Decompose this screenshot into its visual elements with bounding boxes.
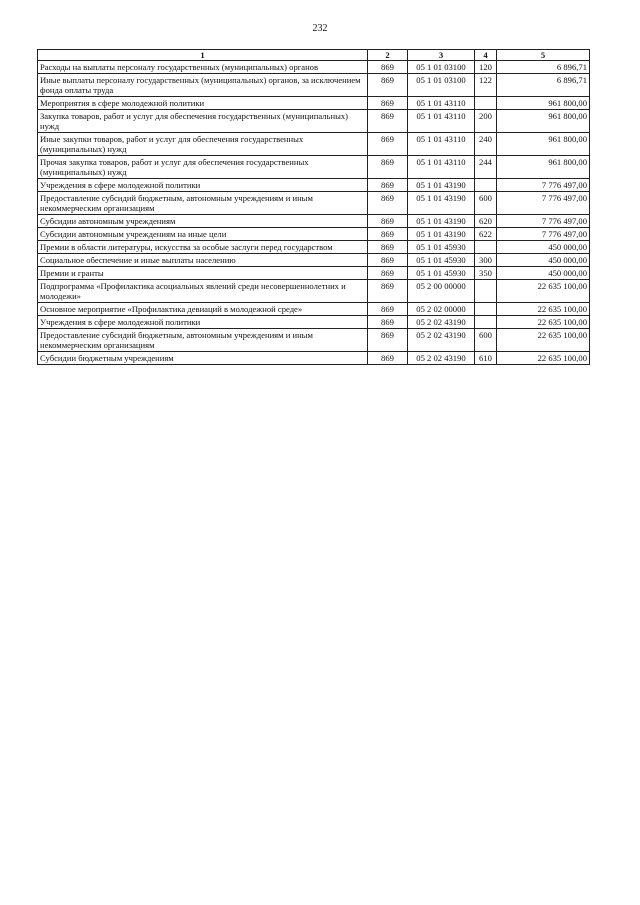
table-row <box>38 110 590 133</box>
row-target-article-cell: 05 2 02 43190 <box>408 352 475 365</box>
row-department-cell: 869 <box>368 241 408 254</box>
row-expense-type-cell: 610 <box>475 352 497 365</box>
row-department-cell: 869 <box>368 215 408 228</box>
row-department-cell: 869 <box>368 74 408 97</box>
row-amount-cell: 450 000,00 <box>497 241 590 254</box>
row-target-article-cell: 05 1 01 03100 <box>408 61 475 74</box>
row-amount-cell: 7 776 497,00 <box>497 192 590 215</box>
row-name-cell: Основное мероприятие «Профилактика девиаций в молодежной среде» <box>38 303 368 316</box>
row-target-article-cell: 05 1 01 43190 <box>408 228 475 241</box>
row-target-article-cell: 05 1 01 43110 <box>408 97 475 110</box>
row-target-article-cell: 05 2 00 00000 <box>408 280 475 303</box>
budget-table <box>37 49 590 365</box>
row-expense-type-cell: 622 <box>475 228 497 241</box>
row-department-cell: 869 <box>368 110 408 133</box>
row-target-article-cell: 05 1 01 43110 <box>408 133 475 156</box>
row-expense-type-cell: 244 <box>475 156 497 179</box>
table-row <box>38 352 590 365</box>
table-row <box>38 303 590 316</box>
table-row <box>38 241 590 254</box>
table-row <box>38 74 590 97</box>
row-department-cell: 869 <box>368 352 408 365</box>
row-name-cell: Учреждения в сфере молодежной политики <box>38 316 368 329</box>
table-row <box>38 133 590 156</box>
row-amount-cell: 6 896,71 <box>497 74 590 97</box>
header-row <box>38 50 590 61</box>
row-amount-cell: 22 635 100,00 <box>497 303 590 316</box>
row-department-cell: 869 <box>368 254 408 267</box>
row-expense-type-cell <box>475 179 497 192</box>
page-number: 232 <box>312 23 328 34</box>
row-name-cell: Учреждения в сфере молодежной политики <box>38 179 368 192</box>
row-name-cell: Закупка товаров, работ и услуг для обеспечения государственных (муниципальных) нужд <box>38 110 368 133</box>
row-amount-cell: 961 800,00 <box>497 110 590 133</box>
row-department-cell: 869 <box>368 179 408 192</box>
table-row <box>38 316 590 329</box>
row-expense-type-cell: 350 <box>475 267 497 280</box>
row-name-cell: Прочая закупка товаров, работ и услуг для обеспечения государственных (муниципальных) нужд <box>38 156 368 179</box>
table-row <box>38 329 590 352</box>
row-target-article-cell: 05 2 02 43190 <box>408 316 475 329</box>
row-target-article-cell: 05 1 01 45930 <box>408 241 475 254</box>
row-name-cell: Иные выплаты персоналу государственных (муниципальных) органов, за исключением фонда оплаты труда <box>38 74 368 97</box>
table-row <box>38 97 590 110</box>
row-name-cell: Субсидии бюджетным учреждениям <box>38 352 368 365</box>
row-amount-cell: 961 800,00 <box>497 97 590 110</box>
row-target-article-cell: 05 1 01 03100 <box>408 74 475 97</box>
row-amount-cell: 961 800,00 <box>497 156 590 179</box>
row-name-cell: Предоставление субсидий бюджетным, автономным учреждениям и иным некоммерческим организациям <box>38 192 368 215</box>
row-expense-type-cell <box>475 303 497 316</box>
row-department-cell: 869 <box>368 61 408 74</box>
row-name-cell: Социальное обеспечение и иные выплаты населению <box>38 254 368 267</box>
row-department-cell: 869 <box>368 228 408 241</box>
row-name-cell: Субсидии автономным учреждениям <box>38 215 368 228</box>
row-name-cell: Мероприятия в сфере молодежной политики <box>38 97 368 110</box>
header-col-2: 2 <box>368 50 408 61</box>
row-amount-cell: 22 635 100,00 <box>497 280 590 303</box>
row-department-cell: 869 <box>368 192 408 215</box>
row-amount-cell: 450 000,00 <box>497 267 590 280</box>
row-department-cell: 869 <box>368 303 408 316</box>
row-expense-type-cell: 122 <box>475 74 497 97</box>
row-target-article-cell: 05 1 01 43110 <box>408 110 475 133</box>
row-amount-cell: 22 635 100,00 <box>497 316 590 329</box>
row-expense-type-cell: 620 <box>475 215 497 228</box>
row-department-cell: 869 <box>368 133 408 156</box>
row-name-cell: Премии и гранты <box>38 267 368 280</box>
row-expense-type-cell <box>475 241 497 254</box>
row-amount-cell: 22 635 100,00 <box>497 352 590 365</box>
row-expense-type-cell <box>475 97 497 110</box>
row-target-article-cell: 05 2 02 00000 <box>408 303 475 316</box>
row-department-cell: 869 <box>368 280 408 303</box>
row-expense-type-cell: 120 <box>475 61 497 74</box>
row-department-cell: 869 <box>368 97 408 110</box>
table-row <box>38 192 590 215</box>
row-expense-type-cell: 240 <box>475 133 497 156</box>
row-expense-type-cell: 200 <box>475 110 497 133</box>
table-row <box>38 156 590 179</box>
table-row <box>38 267 590 280</box>
table-row <box>38 61 590 74</box>
row-department-cell: 869 <box>368 316 408 329</box>
row-department-cell: 869 <box>368 329 408 352</box>
header-col-1: 1 <box>38 50 368 61</box>
row-target-article-cell: 05 1 01 43110 <box>408 156 475 179</box>
row-target-article-cell: 05 1 01 43190 <box>408 215 475 228</box>
row-amount-cell: 7 776 497,00 <box>497 228 590 241</box>
row-amount-cell: 6 896,71 <box>497 61 590 74</box>
table-row <box>38 215 590 228</box>
table-row <box>38 228 590 241</box>
row-expense-type-cell: 600 <box>475 329 497 352</box>
row-target-article-cell: 05 1 01 43190 <box>408 192 475 215</box>
table-row <box>38 280 590 303</box>
table-row <box>38 254 590 267</box>
row-department-cell: 869 <box>368 156 408 179</box>
row-name-cell: Расходы на выплаты персоналу государственных (муниципальных) органов <box>38 61 368 74</box>
row-amount-cell: 450 000,00 <box>497 254 590 267</box>
row-name-cell: Премии в области литературы, искусства за особые заслуги перед государством <box>38 241 368 254</box>
header-col-3: 3 <box>408 50 475 61</box>
header-col-4: 4 <box>475 50 497 61</box>
row-expense-type-cell <box>475 316 497 329</box>
row-name-cell: Подпрограмма «Профилактика асоциальных явлений среди несовершеннолетних и молодежи» <box>38 280 368 303</box>
row-name-cell: Предоставление субсидий бюджетным, автономным учреждениям и иным некоммерческим организациям <box>38 329 368 352</box>
table-row <box>38 179 590 192</box>
header-col-5: 5 <box>497 50 590 61</box>
row-expense-type-cell: 300 <box>475 254 497 267</box>
row-name-cell: Субсидии автономным учреждениям на иные цели <box>38 228 368 241</box>
row-department-cell: 869 <box>368 267 408 280</box>
row-amount-cell: 7 776 497,00 <box>497 215 590 228</box>
row-target-article-cell: 05 2 02 43190 <box>408 329 475 352</box>
row-target-article-cell: 05 1 01 45930 <box>408 254 475 267</box>
row-expense-type-cell: 600 <box>475 192 497 215</box>
row-expense-type-cell <box>475 280 497 303</box>
row-target-article-cell: 05 1 01 45930 <box>408 267 475 280</box>
row-name-cell: Иные закупки товаров, работ и услуг для обеспечения государственных (муниципальных) нужд <box>38 133 368 156</box>
row-target-article-cell: 05 1 01 43190 <box>408 179 475 192</box>
row-amount-cell: 7 776 497,00 <box>497 179 590 192</box>
row-amount-cell: 961 800,00 <box>497 133 590 156</box>
row-amount-cell: 22 635 100,00 <box>497 329 590 352</box>
